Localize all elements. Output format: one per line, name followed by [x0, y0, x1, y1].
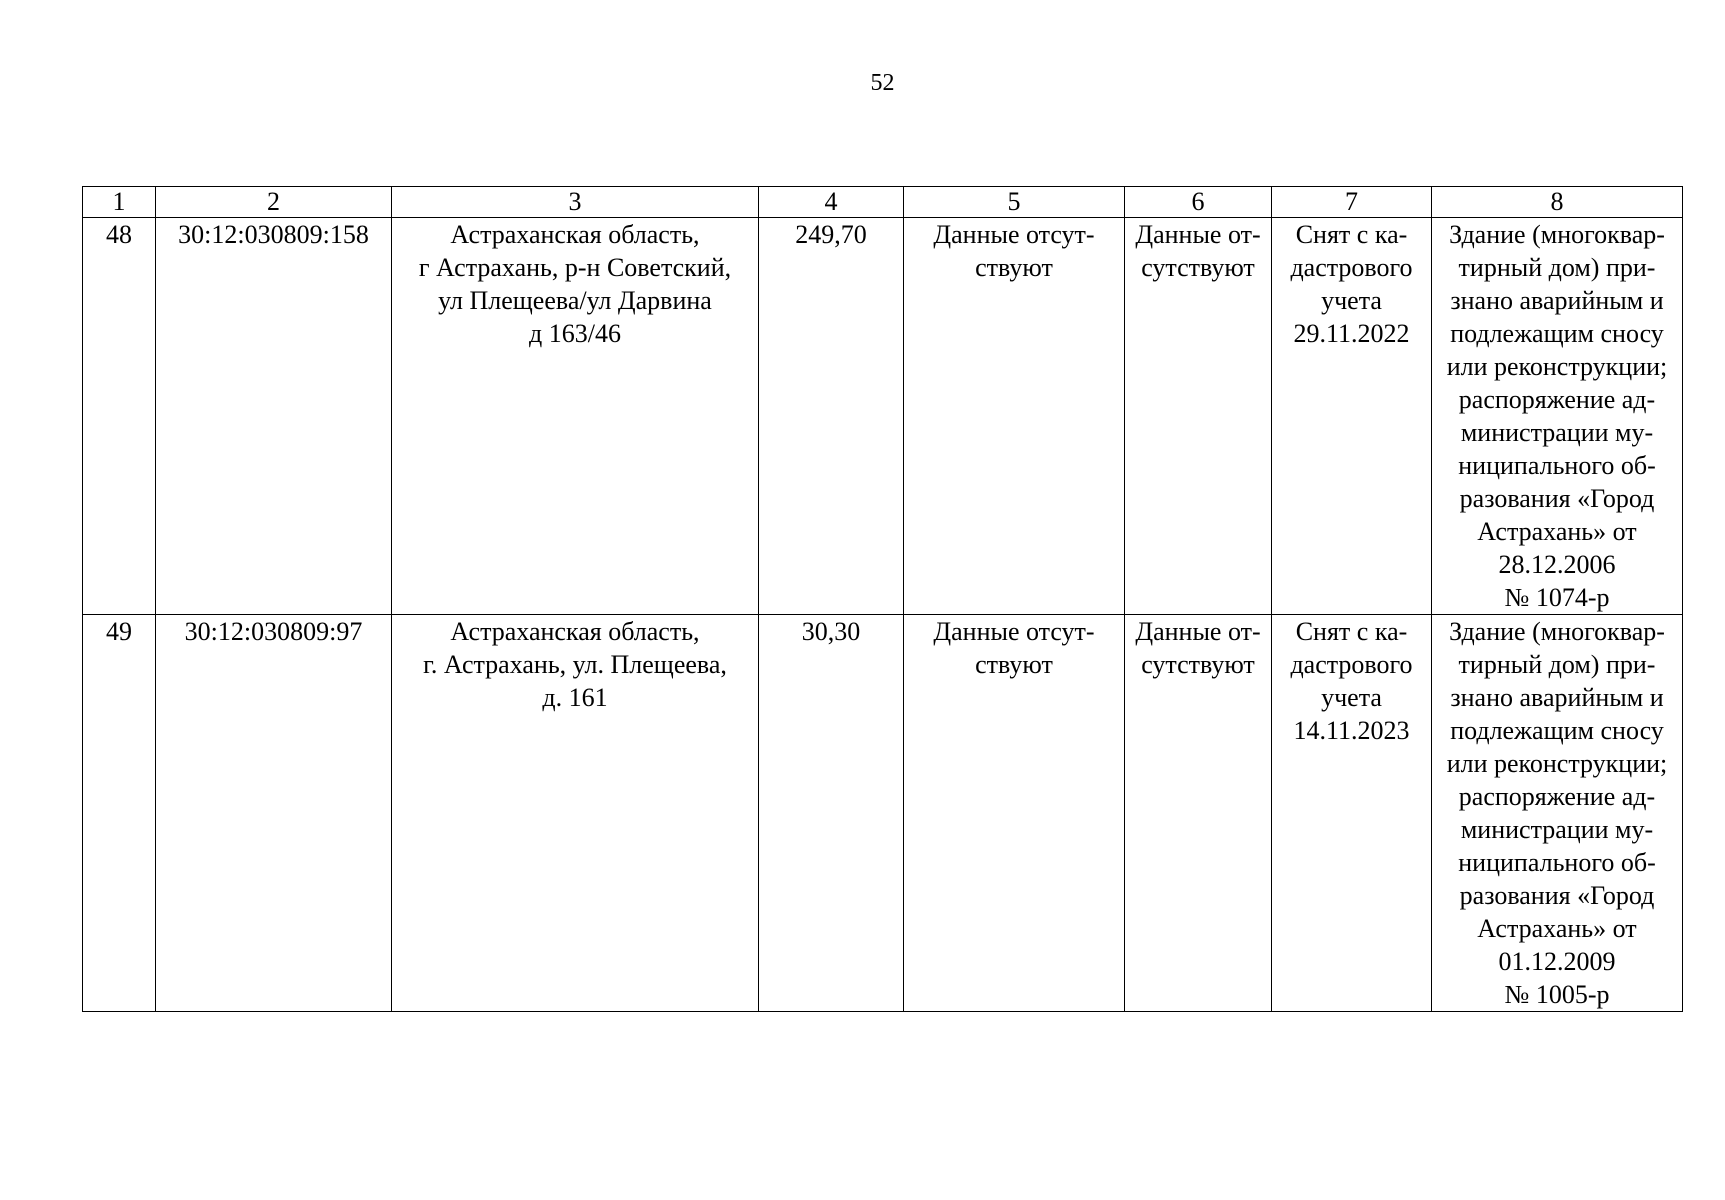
column-6-cell: Данные от- сутствуют: [1125, 615, 1272, 1012]
table-row: [83, 218, 1683, 615]
basis-cell: Здание (многоквар- тирный дом) при- знано аварийным и подлежащим сносу или реконструкции; распоряжение ад- министрации му- ниципального об- разования «Город Астрахань» от 28.12.2006 № 1074-р: [1432, 218, 1683, 615]
column-number: 2: [156, 187, 392, 218]
area-cell: 30,30: [759, 615, 904, 1012]
status-cell: Снят с ка- дастрового учета 14.11.2023: [1272, 615, 1432, 1012]
column-number-row: [83, 187, 1683, 218]
basis-cell: Здание (многоквар- тирный дом) при- знано аварийным и подлежащим сносу или реконструкции; распоряжение ад- министрации му- ниципального об- разования «Город Астрахань» от 01.12.2009 № 1005-р: [1432, 615, 1683, 1012]
address-cell: Астраханская область, г. Астрахань, ул. Плещеева, д. 161: [392, 615, 759, 1012]
column-number: 5: [904, 187, 1125, 218]
column-number: 6: [1125, 187, 1272, 218]
column-5-cell: Данные отсут- ствуют: [904, 218, 1125, 615]
registry-table: [82, 186, 1683, 1012]
row-number-cell: 49: [83, 615, 156, 1012]
status-cell: Снят с ка- дастрового учета 29.11.2022: [1272, 218, 1432, 615]
address-cell: Астраханская область, г Астрахань, р-н Советский, ул Плещеева/ул Дарвина д 163/46: [392, 218, 759, 615]
column-5-cell: Данные отсут- ствуют: [904, 615, 1125, 1012]
row-number-cell: 48: [83, 218, 156, 615]
column-number: 7: [1272, 187, 1432, 218]
column-number: 3: [392, 187, 759, 218]
column-number: 4: [759, 187, 904, 218]
column-number: 8: [1432, 187, 1683, 218]
cadastral-number-cell: 30:12:030809:97: [156, 615, 392, 1012]
cadastral-number-cell: 30:12:030809:158: [156, 218, 392, 615]
column-6-cell: Данные от- сутствуют: [1125, 218, 1272, 615]
column-number: 1: [83, 187, 156, 218]
page-number: 52: [870, 70, 895, 96]
area-cell: 249,70: [759, 218, 904, 615]
table-row: [83, 615, 1683, 1012]
